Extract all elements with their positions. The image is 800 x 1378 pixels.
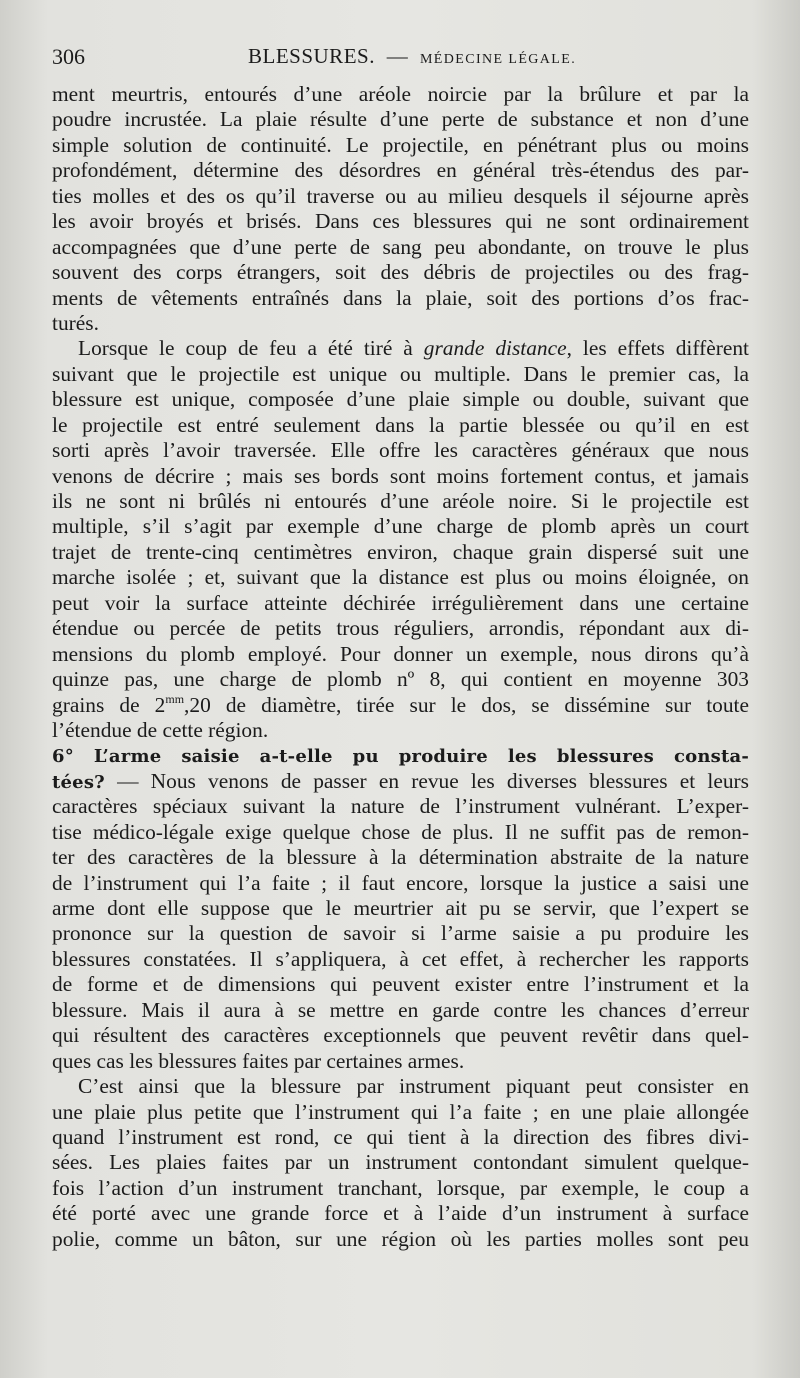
text-line: ter des caractères de la blessure à la détermination abstraite de la nature xyxy=(52,845,749,870)
text-line: trajet de trente-cinq centimètres environ, chaque grain dispersé suit une xyxy=(52,539,749,564)
text-line: venons de décrire ; mais ses bords sont moins fortement contus, et jamais xyxy=(52,463,749,488)
text-line: C’est ainsi que la blessure par instrument piquant peut consister en xyxy=(78,1074,749,1099)
text-line: mensions du plomb employé. Pour donner un exemple, nous dirons qu’à xyxy=(52,641,749,666)
unit-superscript: mm xyxy=(165,692,185,706)
text-line: l’étendue de cette région. xyxy=(52,717,269,742)
text-line xyxy=(52,336,749,361)
text-line: turés. xyxy=(52,310,99,335)
text-line: blessure. Mais il aura à se mettre en garde contre les chances d’erreur xyxy=(52,997,749,1022)
text-run: Lorsque le coup de feu a été tiré à xyxy=(78,336,424,361)
text-line: blessures constatées. Il s’appliquera, à cet effet, à rechercher les rapports xyxy=(52,946,749,971)
text-run: , les effets diffèrent xyxy=(566,336,749,361)
text-line: tise médico-légale exige quelque chose de plus. Il ne suffit pas de remon- xyxy=(52,819,749,844)
text-line: ils ne sont ni brûlés ni entourés d’une aréole noire. Si le projectile est xyxy=(52,489,749,513)
text-line: quand l’instrument est rond, ce qui tient à la direction des fibres divi- xyxy=(52,1124,749,1149)
text-line: ques cas les blessures faites par certaines armes. xyxy=(52,1048,465,1073)
paragraph-1 xyxy=(52,82,749,336)
heading-text: 6° L’arme saisie a-t-elle pu produire les blessures consta- xyxy=(52,746,749,768)
text-line xyxy=(52,769,749,794)
text-line: de forme et de dimensions qui peuvent exister entre l’instrument et la xyxy=(52,972,749,997)
text-line: quinze pas, une charge de plomb nº 8, qui contient en moyenne 303 xyxy=(52,667,749,692)
text-line: sées. Les plaies faites par un instrument contondant simulent quelque- xyxy=(52,1150,749,1175)
text-line: suivant que le projectile est unique ou multiple. Dans le premier cas, la xyxy=(52,361,749,386)
running-title xyxy=(248,44,576,69)
text-line: simple solution de continuité. Le projectile, en pénétrant plus ou moins xyxy=(52,132,749,157)
text-line: qui résultent des caractères exceptionnels que peuvent revêtir dans quel- xyxy=(52,1023,749,1048)
running-title-sub: MÉDECINE LÉGALE. xyxy=(419,52,577,67)
text-line: les avoir broyés et brisés. Dans ces blessures qui ne sont ordinairement xyxy=(52,209,749,234)
text-run: ,20 de diamètre, tirée sur le dos, se dissémine sur toute xyxy=(184,692,749,717)
text-line: sorti après l’avoir traversée. Elle offre les caractères généraux que nous xyxy=(52,438,749,463)
paragraph-3 xyxy=(52,743,749,1074)
text-line: ment meurtris, entourés d’une aréole noircie par la brûlure et par la xyxy=(52,82,749,106)
text-line: arme dont elle suppose que le meurtrier ait pu se servir, que l’expert se xyxy=(52,896,749,920)
text-line: prononce sur la question de savoir si l’arme saisie a pu produire les xyxy=(52,921,749,946)
text-line: multiple, s’il s’agit par exemple d’une charge de plomb après un court xyxy=(52,514,749,539)
text-line: profondément, détermine des désordres en général très-étendus des par- xyxy=(52,158,749,183)
heading-text-cont: tées? xyxy=(52,771,105,793)
italic-phrase: grande distance xyxy=(423,336,567,361)
text-line: ments de vêtements entraînés dans la plaie, soit des portions d’os frac- xyxy=(52,285,749,310)
text-line: blessure est unique, composée d’une plaie simple ou double, suivant que xyxy=(52,387,749,412)
text-line xyxy=(52,693,749,718)
running-header xyxy=(52,44,752,74)
text-line: marche isolée ; et, suivant que la distance est plus ou moins éloignée, on xyxy=(52,565,749,590)
text-line: peut voir la surface atteinte déchirée irrégulièrement dans une certaine xyxy=(52,590,749,615)
page-number: 306 xyxy=(52,44,85,69)
text-line: une plaie plus petite que l’instrument qui l’a faite ; en une plaie allongée xyxy=(52,1099,749,1124)
text-run: grains de 2 xyxy=(52,692,166,717)
text-line: ties molles et des os qu’il traverse ou au milieu desquels il séjourne après xyxy=(52,183,749,208)
paragraph-4 xyxy=(52,1074,749,1252)
text-line: souvent des corps étrangers, soit des débris de projectiles ou des frag- xyxy=(52,260,749,285)
text-line: caractères spéciaux suivant la nature de l’instrument vulnérant. L’exper- xyxy=(52,794,749,819)
paragraph-2 xyxy=(52,336,749,743)
text-line: été porté avec une grande force et à l’aide d’un instrument à surface xyxy=(52,1201,749,1226)
text-line: le projectile est entré seulement dans la partie blessée ou qu’il en est xyxy=(52,412,749,437)
text-line: fois l’action d’un instrument tranchant, lorsque, par exemple, le coup a xyxy=(52,1175,749,1200)
text-line: étendue ou percée de petits trous réguliers, arrondis, répondant aux di- xyxy=(52,616,749,641)
text-line: de l’instrument qui l’a faite ; il faut encore, lorsque la justice a saisi une xyxy=(52,870,749,895)
text-line: poudre incrustée. La plaie résulte d’une perte de substance et non d’une xyxy=(52,107,749,132)
running-title-main: BLESSURES. xyxy=(248,44,375,68)
body-text xyxy=(52,82,749,1252)
running-title-dash: — xyxy=(386,44,409,68)
section-heading xyxy=(52,743,749,768)
text-line: polie, comme un bâton, sur une région où les parties molles sont peu xyxy=(52,1226,749,1251)
text-line: accompagnées que d’une perte de sang peu abondante, on trouve le plus xyxy=(52,234,749,259)
text-run: — Nous venons de passer en revue les diverses blessures et leurs xyxy=(104,768,749,793)
